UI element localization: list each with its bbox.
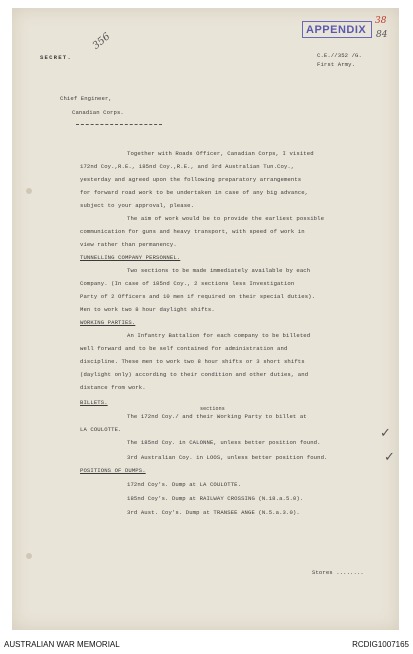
check-mark-icon: ✓ [380,426,391,441]
section-heading-tunnelling: TUNNELLING COMPANY PERSONNEL. [80,254,181,261]
body-line: 185nd Coy's. Dump at RAILWAY CROSSING (N.18.a.5.0). [127,495,304,502]
section-heading-billets: BILLETS. [80,399,108,406]
addressee-unit: Canadian Corps. [72,109,124,116]
body-line: 172nd Coy's. Dump at LA COULOTTE. [127,481,242,488]
body-line: well forward and to be self contained for administration and [80,345,288,352]
section-heading-working: WORKING PARTIES. [80,319,136,326]
body-line: 172nd Coy.,R.E., 185nd Coy.,R.E., and 3rd Australian Tun.Coy., [80,163,295,170]
punch-hole [26,553,32,559]
body-line: subject to your approval, please. [80,202,195,209]
body-line: An Infantry Battalion for each company to be billeted [127,332,311,339]
body-line: communication for guns and heavy transport, with speed of work in [80,228,305,235]
separator-line [76,124,162,125]
handwritten-insertion: sections [200,406,225,412]
body-line: (daylight only) according to their condition and other duties, and [80,371,309,378]
body-line: discipline. These men to work two 8 hour shifts or 3 short shifts [80,358,305,365]
archive-credit: AUSTRALIAN WAR MEMORIAL [4,640,120,649]
red-page-number: 38 [375,16,387,26]
secret-classification: SECRET. [40,54,72,61]
body-line: The 185nd Coy. in CALONNE, unless better position found. [127,439,321,446]
document-page [12,8,399,630]
body-line: distance from work. [80,384,146,391]
body-line: Men to work two 8 hour daylight shifts. [80,306,215,313]
body-line: The aim of work would be to provide the earliest possible [127,215,325,222]
body-line: for forward road work to be undertaken in case of any big advance, [80,189,309,196]
body-line: The 172nd Coy./ and their Working Party to billet at [127,413,307,420]
body-line: Company. (In case of 185nd Coy., 2 sections less Investigation [80,280,295,287]
appendix-stamp: APPENDIX [302,21,372,38]
check-mark-icon: ✓ [384,450,395,465]
addressee-title: Chief Engineer, [60,95,112,102]
army-designation: First Army. [317,61,356,68]
reference-number: C.E.//352 /G. [317,52,362,59]
handwritten-document-number: 356 [90,31,113,52]
punch-hole [26,188,32,194]
body-line: yesterday and agreed upon the following preparatory arrangements [80,176,302,183]
body-line: 3rd Australian Coy. in LOOS, unless better position found. [127,454,328,461]
pencil-page-number: 84 [376,30,388,40]
body-line: view rather than permanency. [80,241,177,248]
section-heading-positions: POSITIONS OF DUMPS. [80,467,146,474]
body-line: 3rd Aust. Coy's. Dump at TRANSEE ANGE (N.5.a.3.0). [127,509,300,516]
body-line: LA COULOTTE. [80,426,122,433]
body-line: Together with Roads Officer, Canadian Corps, I visited [127,150,314,157]
body-line: Two sections to be made immediately available by each [127,267,311,274]
body-line: Party of 2 Officers and 10 men if required on their special duties). [80,293,316,300]
continuation-catchword: Stores ........ [312,569,364,576]
archive-item-id: RCDIG1007165 [352,640,409,649]
